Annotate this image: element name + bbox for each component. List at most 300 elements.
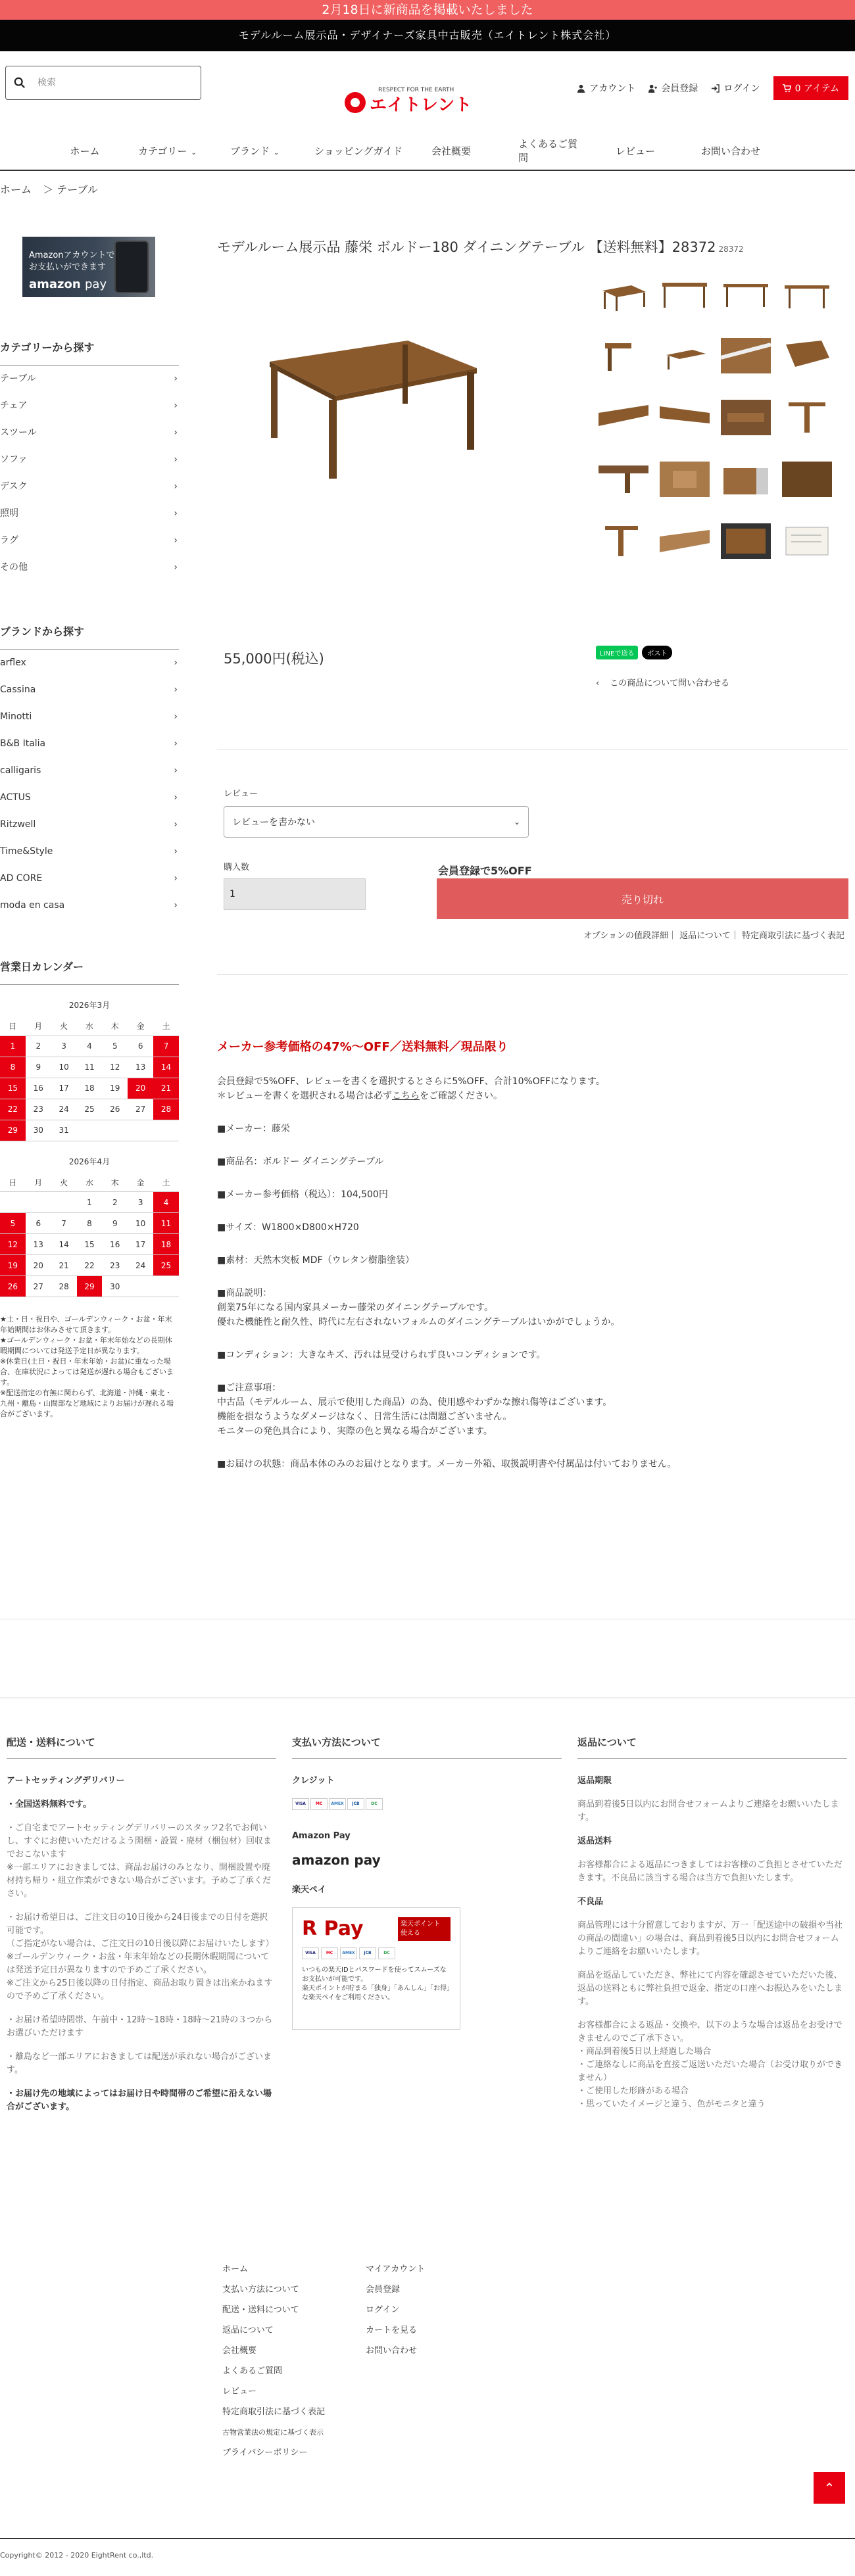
divider bbox=[0, 2538, 855, 2539]
notes-line1: 中古品（モデルルーム、展示で使用した商品）の為、使用感やわずかな擦れ傷等はございます。 bbox=[217, 1397, 612, 1408]
desc-ref-price: ■メーカー参考価格（税込）：104,500円 bbox=[217, 1189, 388, 1200]
option-links[interactable]: オプションの値段詳細｜ 返品について｜ 特定商取引法に基づく表記 bbox=[583, 931, 844, 941]
brand-item-label: Minotti bbox=[0, 711, 32, 722]
category-item[interactable] bbox=[0, 500, 179, 527]
calendar-day: 16 bbox=[102, 1234, 128, 1255]
product-thumbnail[interactable] bbox=[598, 462, 648, 497]
footer-link[interactable]: 特定商取引法に基づく表記 bbox=[222, 2407, 326, 2417]
product-thumbnail[interactable] bbox=[782, 523, 832, 559]
product-thumbnail[interactable] bbox=[782, 462, 832, 497]
calendar-day: 14 bbox=[153, 1057, 179, 1078]
calendar-weekday: 金 bbox=[128, 1017, 153, 1036]
x-post-button[interactable]: ポスト bbox=[642, 646, 672, 659]
chevron-right-icon: › bbox=[174, 900, 178, 911]
category-item[interactable] bbox=[0, 446, 179, 473]
product-title bbox=[217, 237, 848, 256]
calendar-day: 12 bbox=[0, 1234, 26, 1255]
returns-t3: 商品管理には十分留意しておりますが、万一「配送途中の破損や当社の商品の間違い」の場合は、商品到着後5日以内にお問合せフォームよりご連絡をお願いいたします。 bbox=[577, 1920, 843, 1957]
review-selected-value: レビューを書かない bbox=[232, 817, 315, 828]
category-item-label: 照明 bbox=[0, 508, 18, 519]
calendar-day: 8 bbox=[77, 1213, 103, 1234]
calendar-day: 27 bbox=[128, 1099, 153, 1120]
chevron-down-icon: ⌄ bbox=[513, 817, 520, 826]
product-thumbnail[interactable] bbox=[782, 276, 832, 312]
credit-label: クレジット bbox=[292, 1776, 335, 1786]
brand-item-label: Time&Style bbox=[0, 846, 53, 857]
cart-label: 0 アイテム bbox=[794, 83, 839, 94]
chevron-right-icon: › bbox=[174, 535, 178, 546]
quantity-label: 購入数 bbox=[224, 863, 250, 872]
calendar-day: 17 bbox=[51, 1078, 77, 1099]
account-link[interactable] bbox=[577, 82, 635, 95]
explain-line1: 創業75年になる国内家具メーカー藤栄のダイニングテーブルです。 bbox=[217, 1302, 494, 1313]
returns-h3: 不良品 bbox=[577, 1897, 604, 1907]
brand-item[interactable] bbox=[0, 865, 179, 892]
product-thumbnail[interactable] bbox=[721, 523, 771, 559]
desc-material: ■素材：天然木突板 MDF（ウレタン樹脂塗装） bbox=[217, 1255, 415, 1266]
chevron-right-icon: › bbox=[174, 846, 178, 857]
chevron-down-icon: ⌄ bbox=[191, 149, 197, 156]
calendar-day: 30 bbox=[102, 1276, 128, 1297]
product-code: 28372 bbox=[718, 245, 744, 254]
rakuten-pay-box bbox=[292, 1907, 460, 2030]
calendar-heading: 営業日カレンダー bbox=[0, 959, 179, 985]
brand-item[interactable] bbox=[0, 650, 179, 677]
user-icon bbox=[577, 84, 585, 93]
card-logo: AMEX bbox=[340, 1947, 357, 1959]
brand-item[interactable] bbox=[0, 838, 179, 865]
calendar-day: 23 bbox=[102, 1255, 128, 1276]
calendar-day: 9 bbox=[102, 1213, 128, 1234]
brand-item[interactable] bbox=[0, 704, 179, 730]
returns-h2: 返品送料 bbox=[577, 1836, 612, 1846]
calendar-month-title: 2026年4月 bbox=[68, 1157, 110, 1166]
desc-maker: ■メーカー：藤栄 bbox=[217, 1124, 290, 1134]
calendar-day bbox=[102, 1120, 128, 1141]
rpay-card-logos bbox=[302, 1947, 451, 1959]
line-share-button[interactable]: LINEで送る bbox=[596, 646, 638, 659]
logo-tagline: RESPECT FOR THE EARTH bbox=[378, 87, 454, 93]
amazon-brand: amazon bbox=[29, 277, 81, 291]
product-thumbnail[interactable] bbox=[660, 462, 710, 497]
footer-links-right bbox=[366, 2259, 425, 2361]
brand-item-label: AD CORE bbox=[0, 873, 43, 884]
calendar-day: 28 bbox=[51, 1276, 77, 1297]
nav-shopping-guide[interactable] bbox=[312, 144, 403, 158]
login-link[interactable] bbox=[711, 82, 760, 95]
subtitle-bar bbox=[0, 20, 855, 51]
calendar-day: 5 bbox=[102, 1036, 128, 1057]
member-discount-label: 会員登録で5%OFF bbox=[438, 865, 532, 877]
intro-line2-post: をご確認ください。 bbox=[420, 1091, 502, 1101]
calendar-day: 19 bbox=[102, 1078, 128, 1099]
calendar-day: 2 bbox=[26, 1036, 51, 1057]
breadcrumb-home[interactable]: ホーム bbox=[0, 183, 32, 196]
category-item-label: ソファ bbox=[0, 454, 28, 465]
footer-link[interactable]: カートを見る bbox=[366, 2326, 418, 2335]
notes-line2: 機能を損なうようなダメージはなく、日常生活には問題ございません。 bbox=[217, 1412, 512, 1422]
chevron-right-icon: › bbox=[174, 684, 178, 695]
footer-link[interactable]: お問い合わせ bbox=[366, 2346, 418, 2356]
product-price: 55,000円(税込) bbox=[224, 651, 324, 667]
calendar-day: 31 bbox=[51, 1120, 77, 1141]
product-thumbnail[interactable] bbox=[598, 276, 648, 312]
calendar-day: 12 bbox=[102, 1057, 128, 1078]
chevron-left-icon: ‹ bbox=[596, 679, 600, 688]
register-link[interactable] bbox=[648, 82, 698, 95]
description-headline: メーカー参考価格の47%〜OFF／送料無料／現品限り bbox=[217, 1040, 508, 1054]
quantity-input[interactable] bbox=[224, 878, 366, 910]
returns-t4: 商品を返品していただき、弊社にて内容を確認させていただいた後、返品の送料ともに弊社負担で返金、指定の口座へお振込みをいたします。 bbox=[577, 1970, 843, 2007]
desc-notes bbox=[217, 1381, 848, 1439]
footer-link[interactable]: レビュー bbox=[222, 2387, 257, 2397]
chevron-right-icon: › bbox=[174, 819, 178, 830]
card-logo: VISA bbox=[302, 1947, 319, 1959]
footer-link[interactable]: よくあるご質問 bbox=[222, 2366, 283, 2376]
login-icon bbox=[711, 84, 720, 93]
chevron-right-icon: › bbox=[174, 873, 178, 884]
product-thumbnail[interactable] bbox=[660, 338, 710, 373]
brand-item[interactable] bbox=[0, 784, 179, 811]
calendar-day: 6 bbox=[26, 1213, 51, 1234]
nav-contact[interactable] bbox=[675, 144, 766, 158]
brand-item[interactable] bbox=[0, 677, 179, 704]
calendars bbox=[0, 999, 179, 1297]
brand-heading: ブランドから探す bbox=[0, 623, 179, 650]
product-thumbnail[interactable] bbox=[598, 523, 648, 559]
chevron-right-icon: › bbox=[174, 454, 178, 465]
header bbox=[0, 51, 855, 131]
chevron-right-icon: › bbox=[174, 765, 178, 776]
calendar-day: 29 bbox=[0, 1120, 26, 1141]
explain-line2: 優れた機能性と耐久性、時代に左右されないフォルムのダイニングテーブルはいかがでしょうか。 bbox=[217, 1317, 620, 1327]
chevron-right-icon: › bbox=[174, 562, 178, 573]
main-nav bbox=[0, 131, 855, 171]
amazon-pay-word: pay bbox=[85, 277, 107, 291]
calendar-weekday: 土 bbox=[153, 1174, 179, 1192]
calendar-day bbox=[128, 1276, 153, 1297]
calendar-month-title: 2026年3月 bbox=[68, 1001, 110, 1010]
back-to-top-button[interactable] bbox=[814, 2472, 845, 2504]
category-item[interactable] bbox=[0, 473, 179, 500]
brand-list bbox=[0, 650, 179, 919]
category-item-label: ラグ bbox=[0, 535, 18, 546]
shipping-heading: 配送・送料について bbox=[7, 1736, 276, 1759]
footer-link[interactable]: 古物営業法の規定に基づく表示 bbox=[222, 2428, 324, 2437]
nav-faq-label: よくあるご質問 bbox=[518, 138, 578, 164]
calendar-day bbox=[0, 1192, 26, 1213]
category-item[interactable] bbox=[0, 419, 179, 446]
soldout-button[interactable]: 売り切れ bbox=[437, 878, 848, 919]
amazon-banner-line1: Amazonアカウントで bbox=[29, 250, 115, 260]
calendar-weekday: 日 bbox=[0, 1174, 26, 1192]
product-thumbnail[interactable] bbox=[660, 400, 710, 435]
category-item-label: その他 bbox=[0, 562, 28, 573]
desc-size: ■サイズ：W1800×D800×H720 bbox=[217, 1222, 359, 1233]
calendar-day: 21 bbox=[51, 1255, 77, 1276]
calendar-day: 5 bbox=[0, 1213, 26, 1234]
returns-heading: 返品について bbox=[577, 1736, 847, 1759]
calendar-day: 18 bbox=[77, 1078, 103, 1099]
calendar-day: 26 bbox=[0, 1276, 26, 1297]
calendar-day: 18 bbox=[153, 1234, 179, 1255]
nav-review-label: レビュー bbox=[616, 145, 656, 157]
shipping-p5: ・離島など一部エリアにおきましては配送が承れない場合がございます。 bbox=[7, 2052, 272, 2075]
footer-link[interactable]: 返品について bbox=[222, 2326, 274, 2335]
product-thumbnail[interactable] bbox=[782, 338, 832, 373]
calendar-table bbox=[0, 1017, 179, 1141]
calendar-day: 13 bbox=[26, 1234, 51, 1255]
phone-image bbox=[114, 241, 149, 293]
nav-brand[interactable] bbox=[221, 144, 312, 158]
returns-t1: 商品到着後5日以内にお問合せフォームよりご連絡をお願いいたします。 bbox=[577, 1800, 839, 1823]
chevron-down-icon: ⌄ bbox=[274, 149, 280, 156]
calendar-day: 7 bbox=[51, 1213, 77, 1234]
shipping-p6: ・お届け先の地域によってはお届け日や時間帯のご希望に沿えない場合がございます。 bbox=[7, 2089, 272, 2112]
calendar-weekday: 火 bbox=[51, 1174, 77, 1192]
review-select[interactable] bbox=[224, 806, 529, 838]
sidebar bbox=[0, 237, 179, 1419]
nav-category[interactable] bbox=[130, 144, 221, 158]
footer-link[interactable]: ホーム bbox=[222, 2264, 249, 2274]
nav-company-label: 会社概要 bbox=[431, 145, 472, 157]
subtitle-text: モデルルーム展示品・デザイナーズ家具中古販売（エイトレント株式会社） bbox=[238, 29, 617, 41]
footer-link[interactable]: プライバシーポリシー bbox=[222, 2448, 308, 2458]
footer-link[interactable]: ログイン bbox=[366, 2305, 400, 2315]
calendar-day: 19 bbox=[0, 1255, 26, 1276]
description-intro bbox=[217, 1074, 848, 1103]
brand-item[interactable] bbox=[0, 811, 179, 838]
footer-link[interactable]: マイアカウント bbox=[366, 2264, 426, 2274]
calendar-day: 7 bbox=[153, 1036, 179, 1057]
calendar-table bbox=[0, 1174, 179, 1298]
card-logo: JCB bbox=[359, 1947, 376, 1959]
calendar-day: 11 bbox=[77, 1057, 103, 1078]
calendar-day: 20 bbox=[26, 1255, 51, 1276]
calendar-weekday: 水 bbox=[77, 1174, 103, 1192]
desc-name: ■商品名：ボルドー ダイニングテーブル bbox=[217, 1157, 384, 1167]
category-item-label: デスク bbox=[0, 481, 28, 492]
calendar-day: 17 bbox=[128, 1234, 153, 1255]
calendar-day: 25 bbox=[153, 1255, 179, 1276]
card-logo: MC bbox=[321, 1947, 338, 1959]
brand-item[interactable] bbox=[0, 730, 179, 757]
nav-category-label: カテゴリー bbox=[138, 145, 187, 157]
category-item[interactable] bbox=[0, 393, 179, 419]
chevron-up-icon: ⌃ bbox=[823, 2480, 835, 2496]
calendar-day: 25 bbox=[77, 1099, 103, 1120]
chevron-right-icon: › bbox=[174, 481, 178, 492]
chevron-right-icon: › bbox=[174, 711, 178, 722]
product-thumbnail[interactable] bbox=[721, 462, 771, 497]
calendar-day: 14 bbox=[51, 1234, 77, 1255]
logo-text: エイトレント bbox=[370, 95, 472, 115]
review-guide-link[interactable]: こちら bbox=[392, 1091, 420, 1101]
chevron-right-icon: › bbox=[174, 373, 178, 384]
brand-item-label: arflex bbox=[0, 657, 26, 668]
divider bbox=[217, 974, 848, 975]
product-thumbnail[interactable] bbox=[721, 400, 771, 435]
cart-button[interactable] bbox=[773, 76, 848, 100]
nav-review[interactable] bbox=[584, 144, 675, 158]
rpay-text: いつもの楽天IDとパスワードを使ってスムーズなお支払いが可能です。 楽天ポイントが貯まる「独身」「あんしん」「お得」な楽天ペイをご利用ください。 bbox=[302, 1967, 450, 2001]
calendar-weekday: 日 bbox=[0, 1017, 26, 1036]
nav-company[interactable] bbox=[403, 144, 493, 158]
calendar-weekday: 土 bbox=[153, 1017, 179, 1036]
returns-t2: お客様都合による返品につきましてはお客様のご負担とさせていただきます。不良品に該当する場合は当方で負担いたします。 bbox=[577, 1860, 843, 1883]
brand-item-label: ACTUS bbox=[0, 792, 31, 803]
card-logo: DC bbox=[378, 1947, 395, 1959]
rpay-logo: R Pay bbox=[302, 1917, 364, 1940]
header-links bbox=[577, 76, 848, 100]
product-main-image[interactable] bbox=[256, 276, 487, 506]
share-buttons bbox=[596, 646, 672, 659]
category-item-label: チェア bbox=[0, 400, 28, 411]
chevron-right-icon: › bbox=[174, 657, 178, 668]
calendar-day bbox=[153, 1276, 179, 1297]
brand-item-label: moda en casa bbox=[0, 900, 65, 911]
ask-label: この商品について問い合わせる bbox=[610, 679, 729, 688]
category-heading: カテゴリーから探す bbox=[0, 339, 179, 366]
returns-t5: お客様都合による返品・交換や、以下のような場合は返品をお受けできませんのでご了承下さい。 ・商品到着後5日以上経過した場合 ・ご連絡なしに商品を直接ご返送いただいた場合（お受け取りができません） ・ご使用した形跡がある場合 ・思っていたイメージと違う、色がモニタと違う bbox=[577, 2020, 843, 2109]
search-input[interactable] bbox=[37, 78, 182, 88]
calendar-day: 13 bbox=[128, 1057, 153, 1078]
product-title-text: モデルルーム展示品 藤栄 ボルドー180 ダイニングテーブル 【送料無料】28372 bbox=[217, 239, 716, 255]
footer-returns bbox=[577, 1736, 847, 2122]
category-list bbox=[0, 366, 179, 581]
chevron-right-icon: › bbox=[174, 508, 178, 519]
calendar-weekday: 火 bbox=[51, 1017, 77, 1036]
card-logo: VISA bbox=[292, 1798, 309, 1810]
calendar-day bbox=[77, 1120, 103, 1141]
shipping-p1: ・全国送料無料です。 bbox=[7, 1800, 91, 1809]
account-label: アカウント bbox=[589, 83, 636, 94]
calendar-day: 16 bbox=[26, 1078, 51, 1099]
nav-contact-label: お問い合わせ bbox=[701, 145, 761, 157]
category-item-label: スツール bbox=[0, 427, 37, 438]
category-item-label: テーブル bbox=[0, 373, 36, 384]
notes-title: ■ご注意事項： bbox=[217, 1383, 281, 1393]
calendar-weekday: 木 bbox=[102, 1174, 128, 1192]
calendar-day: 1 bbox=[77, 1192, 103, 1213]
register-label: 会員登録 bbox=[661, 83, 698, 94]
desc-explain bbox=[217, 1286, 848, 1329]
calendar-day: 22 bbox=[77, 1255, 103, 1276]
calendar-day: 6 bbox=[128, 1036, 153, 1057]
product-thumbnail[interactable] bbox=[660, 523, 710, 559]
calendar-weekday: 木 bbox=[102, 1017, 128, 1036]
product-main bbox=[217, 237, 848, 1469]
product-thumbnail[interactable] bbox=[598, 338, 648, 373]
review-label: レビュー bbox=[224, 789, 258, 799]
calendar-day: 1 bbox=[0, 1036, 26, 1057]
calendar-day: 11 bbox=[153, 1213, 179, 1234]
payment-heading: 支払い方法について bbox=[292, 1736, 562, 1759]
product-thumbnail[interactable] bbox=[660, 276, 710, 312]
footer-link[interactable]: 支払い方法について bbox=[222, 2285, 299, 2295]
calendar-day bbox=[153, 1120, 179, 1141]
site-logo[interactable] bbox=[342, 84, 513, 116]
footer-link[interactable]: 会社概要 bbox=[222, 2346, 257, 2356]
product-thumbnail[interactable] bbox=[598, 400, 648, 435]
calendar-weekday: 月 bbox=[26, 1017, 51, 1036]
credit-card-logos bbox=[292, 1798, 562, 1810]
footer-payment bbox=[292, 1736, 562, 2030]
card-logo: JCB bbox=[347, 1798, 364, 1810]
explain-title: ■商品説明： bbox=[217, 1288, 272, 1299]
desc-delivery: ■お届けの状態：商品本体のみのお届けとなります。メーカー外箱、取扱説明書や付属品は付いておりません。 bbox=[217, 1459, 677, 1469]
calendar-weekday: 金 bbox=[128, 1174, 153, 1192]
amazon-banner-line2: お支払いができます bbox=[29, 262, 107, 272]
calendar-day: 4 bbox=[153, 1192, 179, 1213]
nav-home[interactable] bbox=[39, 144, 130, 158]
calendar-day: 26 bbox=[102, 1099, 128, 1120]
shipping-p2: ・ご自宅までアートセッティングデリバリーのスタッフ2名でお伺いし、すぐにお使いいただけるよう開梱・設置・廃材（梱包材）回収までおこないます ※一部エリアにおきましては、商品お届けのみとなり、開梱設置や廃材持ち帰り・組立作業ができない場合がございます。予めご了承ください。 bbox=[7, 1823, 272, 1899]
brand-item-label: Ritzwell bbox=[0, 819, 36, 830]
brand-item-label: calligaris bbox=[0, 765, 41, 776]
nav-guide-label: ショッピングガイド bbox=[314, 145, 403, 157]
product-thumbnail[interactable] bbox=[721, 276, 771, 312]
search-box[interactable] bbox=[5, 66, 201, 100]
notes-line3: モニターの発色具合により、実際の色と異なる場合がございます。 bbox=[217, 1426, 493, 1437]
calendar-day bbox=[51, 1192, 77, 1213]
footer-links-left bbox=[222, 2259, 325, 2463]
announcement-text: 2月18日に新商品を掲載いたしました bbox=[322, 3, 533, 17]
calendar-day: 3 bbox=[51, 1036, 77, 1057]
chevron-right-icon: › bbox=[174, 792, 178, 803]
calendar-day: 24 bbox=[51, 1099, 77, 1120]
category-item[interactable] bbox=[0, 527, 179, 554]
product-thumbnail[interactable] bbox=[721, 338, 771, 373]
thumbnail-grid bbox=[598, 276, 848, 559]
shipping-p3: ・お届け希望日は、ご注文日の10日後から24日後までの日付を選択可能です。 （ご指定がない場合は、ご注文日の10日後以降にお届けいたします） ※ゴールデンウィーク・お盆・年末年始などの長期休暇期間については発送予定日が異なりますので予めご了承ください。 ※ご注文から25日後以降の日付指定、商品お取り置きは出来かねますので予めご了承ください。 bbox=[7, 1913, 274, 2001]
intro-line1: 会員登録で5%OFF、レビューを書くを選択するとさらに5%OFF、合計10%OFFになります。 bbox=[217, 1076, 605, 1087]
ask-product-link[interactable] bbox=[596, 676, 729, 688]
shipping-sub: アートセッティングデリバリー bbox=[7, 1776, 125, 1786]
brand-item-label: Cassina bbox=[0, 684, 36, 695]
copyright: Copyright© 2012 - 2020 EightRent co.,ltd. bbox=[0, 2551, 154, 2560]
footer-link[interactable]: 会員登録 bbox=[366, 2285, 401, 2295]
brand-item[interactable] bbox=[0, 757, 179, 784]
category-item[interactable] bbox=[0, 366, 179, 393]
login-label: ログイン bbox=[723, 83, 760, 94]
calendar-day bbox=[128, 1120, 153, 1141]
brand-item[interactable] bbox=[0, 892, 179, 919]
category-item[interactable] bbox=[0, 554, 179, 581]
calendar-day: 27 bbox=[26, 1276, 51, 1297]
calendar-day: 29 bbox=[77, 1276, 103, 1297]
returns-h1: 返品期限 bbox=[577, 1776, 612, 1786]
card-logo: DC bbox=[366, 1798, 383, 1810]
calendar-day: 28 bbox=[153, 1099, 179, 1120]
nav-brand-label: ブランド bbox=[230, 145, 270, 157]
calendar-weekday: 月 bbox=[26, 1174, 51, 1192]
footer-shipping bbox=[7, 1736, 276, 2124]
product-thumbnail[interactable] bbox=[782, 400, 832, 435]
amazon-pay-banner[interactable] bbox=[22, 237, 155, 297]
footer-link[interactable]: 配送・送料について bbox=[222, 2305, 299, 2315]
desc-condition: ■コンディション：大きなキズ、汚れは見受けられず良いコンディションです。 bbox=[217, 1350, 546, 1360]
amazon-pay-label: Amazon Pay bbox=[292, 1831, 351, 1841]
calendar-day: 8 bbox=[0, 1057, 26, 1078]
calendar-day: 2 bbox=[102, 1192, 128, 1213]
rpay-point-badge: 楽天ポイント 使える bbox=[398, 1917, 451, 1941]
calendar-day: 30 bbox=[26, 1120, 51, 1141]
intro-line2-pre: ＊レビューを書くを選択される場合は必ず bbox=[217, 1091, 392, 1101]
chevron-right-icon: › bbox=[174, 738, 178, 749]
calendar-day: 15 bbox=[77, 1234, 103, 1255]
nav-faq[interactable] bbox=[493, 137, 584, 164]
